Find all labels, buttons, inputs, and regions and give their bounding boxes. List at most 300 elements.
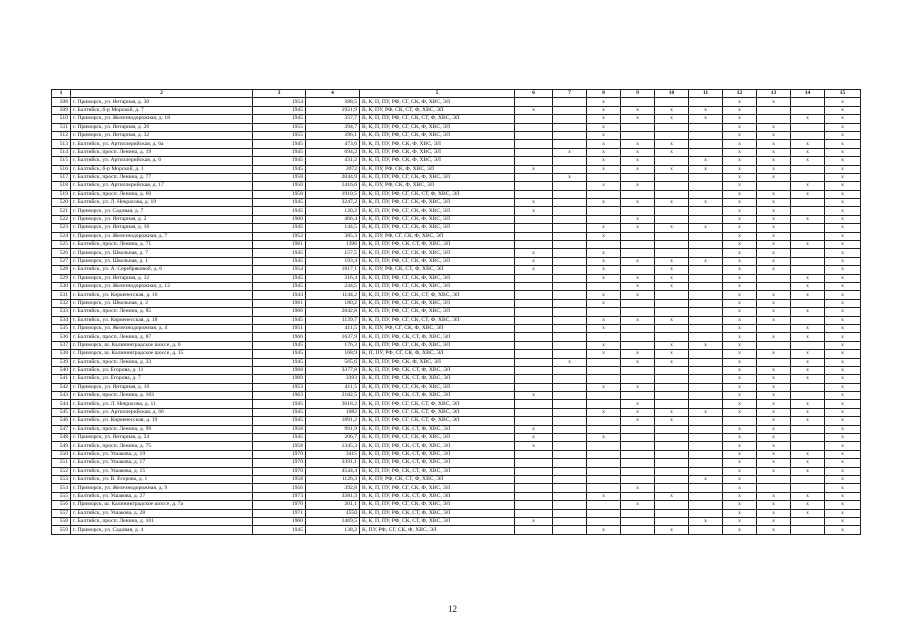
work-mark-cell [689,266,723,274]
work-mark-cell: x [723,257,757,265]
address-cell: г. Балтийск, просп. Ленина, д. 71 [71,241,253,249]
table-row [52,232,861,240]
work-mark-cell: x [757,509,791,517]
row-number-cell: 519 [52,190,71,198]
work-mark-cell: x [791,140,825,148]
row-number-cell: 539 [52,358,71,366]
area-cell: 466,4 [306,215,360,223]
work-mark-cell: x [621,165,655,173]
utilities-list-cell: В, К, П, ПУ, РФ, СГ, СК, СТ, Ф, ХВС, ЭЛ [360,190,515,198]
table-row [52,526,861,534]
work-mark-cell: x [825,148,861,156]
work-mark-cell: x [825,517,861,525]
year-built-cell: 1945 [253,257,306,265]
year-built-cell: 1958 [253,475,306,483]
work-mark-cell: x [791,467,825,475]
work-mark-cell: x [723,383,757,391]
address-cell: г. Балтийск, ул. Л. Некрасова, д. 19 [71,199,253,207]
area-cell: 411,5 [306,324,360,332]
work-mark-cell: x [587,157,621,165]
work-mark-cell [689,459,723,467]
table-row [52,450,861,458]
year-built-cell: 1954 [253,266,306,274]
work-mark-cell [791,392,825,400]
work-mark-cell [515,274,553,282]
year-built-cell: 1945 [253,249,306,257]
column-header-11: 11 [689,90,723,98]
area-cell: 357,7 [306,115,360,123]
work-mark-cell: x [757,157,791,165]
work-mark-cell: x [791,350,825,358]
work-mark-cell [515,333,553,341]
utilities-list-cell: В, К, П, ПУ, РФ, СК, СТ, Ф, ХВС, ЭЛ [360,333,515,341]
area-cell: 3247,2 [306,199,360,207]
address-cell: г. Приморск, ул. Янтарная, д. 26 [71,123,253,131]
housing-register-table [51,89,861,535]
work-mark-cell [689,484,723,492]
work-mark-cell [791,98,825,106]
work-mark-cell [515,459,553,467]
area-cell: 244,5 [306,282,360,290]
work-mark-cell: x [723,375,757,383]
area-cell: 2042,8 [306,308,360,316]
address-cell: г. Приморск, ш. Калининградское шоссе, д. 6 [71,341,253,349]
utilities-list-cell: В, К, ПУ, РФ, СГ, СК, Ф, ХВС, ЭЛ [360,232,515,240]
work-mark-cell [791,484,825,492]
work-mark-cell: x [791,417,825,425]
work-mark-cell: x [621,199,655,207]
work-mark-cell: x [757,459,791,467]
work-mark-cell [553,459,587,467]
work-mark-cell [655,450,689,458]
work-mark-cell [515,241,553,249]
work-mark-cell: x [825,450,861,458]
work-mark-cell: x [723,291,757,299]
row-number-cell: 546 [52,417,71,425]
work-mark-cell: x [825,190,861,198]
work-mark-cell: x [757,350,791,358]
work-mark-cell: x [723,484,757,492]
work-mark-cell: x [825,383,861,391]
address-cell: г. Балтийск, ул. Ушакова, д. 28 [71,509,253,517]
area-cell: 1891,2 [306,417,360,425]
work-mark-cell [553,467,587,475]
work-mark-cell [587,282,621,290]
work-mark-cell: x [655,316,689,324]
utilities-list-cell: В, К, П, ПУ, РФ, СГ, СК, СТ, Ф, ХВС, ЭЛ [360,291,515,299]
column-header-3: 3 [253,90,306,98]
work-mark-cell [515,190,553,198]
work-mark-cell: x [621,350,655,358]
work-mark-cell [689,526,723,534]
work-mark-cell [621,308,655,316]
work-mark-cell: x [655,115,689,123]
work-mark-cell: x [825,467,861,475]
work-mark-cell [689,207,723,215]
work-mark-cell [689,308,723,316]
year-built-cell: 1958 [253,442,306,450]
work-mark-cell: x [757,434,791,442]
work-mark-cell [553,475,587,483]
work-mark-cell: x [723,425,757,433]
table-row [52,467,861,475]
work-mark-cell [791,475,825,483]
work-mark-cell: x [587,148,621,156]
work-mark-cell: x [689,224,723,232]
work-mark-cell: x [723,408,757,416]
work-mark-cell: x [757,165,791,173]
address-cell: г. Балтийск, ул. Ушакова, д. 15 [71,467,253,475]
work-mark-cell: x [587,526,621,534]
utilities-list-cell: В, К, ПУ, РФ, СК, СТ, Ф, ХВС, ЭЛ [360,475,515,483]
work-mark-cell [655,434,689,442]
work-mark-cell [757,341,791,349]
work-mark-cell: x [791,333,825,341]
address-cell: г. Приморск, ул. Железнодорожная, д. 18 [71,115,253,123]
work-mark-cell: x [757,450,791,458]
work-mark-cell: x [515,434,553,442]
area-cell: 2072 [306,165,360,173]
year-built-cell: 1945 [253,165,306,173]
column-header-9: 9 [621,90,655,98]
work-mark-cell [689,366,723,374]
table-row [52,392,861,400]
row-number-cell: 532 [52,299,71,307]
work-mark-cell: x [689,199,723,207]
year-built-cell: 1945 [253,400,306,408]
work-mark-cell [621,98,655,106]
work-mark-cell: x [791,450,825,458]
work-mark-cell: x [723,501,757,509]
address-cell: г. Балтийск, просп. Ленина, д. 87 [71,333,253,341]
work-mark-cell: x [689,106,723,114]
work-mark-cell [689,190,723,198]
work-mark-cell [553,98,587,106]
work-mark-cell [689,350,723,358]
row-number-cell: 549 [52,442,71,450]
table-row [52,115,861,123]
row-number-cell: 526 [52,249,71,257]
year-built-cell: 1958 [253,173,306,181]
work-mark-cell [621,190,655,198]
utilities-list-cell: В, К, П, ПУ, РФ, СГ, СК, Ф, ХВС, ЭЛ [360,308,515,316]
column-header-2: 2 [71,90,253,98]
utilities-list-cell: В, К, П, ПУ, РФ, СГ, СК, Ф, ХВС, ЭЛ [360,215,515,223]
table-row [52,434,861,442]
work-mark-cell: x [655,274,689,282]
work-mark-cell: x [723,517,757,525]
area-cell: 3377,8 [306,366,360,374]
column-header-1: 1 [52,90,71,98]
work-mark-cell [689,241,723,249]
work-mark-cell [757,274,791,282]
area-cell: 3415 [306,450,360,458]
table-row [52,484,861,492]
table-row [52,400,861,408]
work-mark-cell: x [587,165,621,173]
work-mark-cell: x [723,190,757,198]
utilities-list-cell: В, К, П, ПУ, РФ, СК, СТ, Ф, ХВС, ЭЛ [360,450,515,458]
work-mark-cell: x [825,123,861,131]
work-mark-cell [689,501,723,509]
row-number-cell: 527 [52,257,71,265]
work-mark-cell [791,249,825,257]
work-mark-cell: x [655,350,689,358]
work-mark-cell [791,106,825,114]
table-row [52,98,861,106]
work-mark-cell: x [621,148,655,156]
work-mark-cell: x [825,475,861,483]
work-mark-cell: x [587,182,621,190]
work-mark-cell [553,366,587,374]
table-row [52,517,861,525]
area-cell: 3393 [306,375,360,383]
address-cell: г. Балтийск, ул. Артиллерийская, д. 6а [71,140,253,148]
work-mark-cell [621,375,655,383]
table-row [52,215,861,223]
work-mark-cell: x [791,501,825,509]
work-mark-cell [587,190,621,198]
work-mark-cell: x [757,366,791,374]
work-mark-cell: x [587,274,621,282]
utilities-list-cell: В, К, П, ПУ, РФ, СК, СТ, Ф, ХВС, ЭЛ [360,241,515,249]
table-row [52,299,861,307]
work-mark-cell: x [723,434,757,442]
work-mark-cell: x [825,459,861,467]
address-cell: г. Балтийск, просп. Ленина, д. 99 [71,425,253,433]
table-row [52,417,861,425]
work-mark-cell: x [757,308,791,316]
work-mark-cell: x [757,199,791,207]
row-number-cell: 547 [52,425,71,433]
table-row [52,509,861,517]
column-header-12: 12 [723,90,757,98]
address-cell: г. Балтийск, б-р Морской, д. 7 [71,106,253,114]
area-cell: 388,5 [306,98,360,106]
work-mark-cell [621,526,655,534]
work-mark-cell [621,299,655,307]
work-mark-cell [655,232,689,240]
work-mark-cell [515,182,553,190]
utilities-list-cell: В, К, ПУ, РФ, СГ, СК, Ф, ХВС, ЭЛ [360,324,515,332]
work-mark-cell [689,417,723,425]
work-mark-cell: x [515,425,553,433]
work-mark-cell: x [825,291,861,299]
work-mark-cell: x [791,282,825,290]
year-built-cell: 1945 [253,140,306,148]
work-mark-cell [791,434,825,442]
work-mark-cell [553,341,587,349]
work-mark-cell [791,341,825,349]
utilities-list-cell: В, К, П, ПУ, РФ, СГ, СК, Ф, ХВС, ЭЛ [360,434,515,442]
row-number-cell: 557 [52,509,71,517]
address-cell: г. Балтийск, ул. Ушакова, д. 27 [71,492,253,500]
row-number-cell: 543 [52,392,71,400]
work-mark-cell: x [723,324,757,332]
utilities-list-cell: В, К, П, ПУ, РФ, СК, Ф, ХВС, ЭЛ [360,140,515,148]
work-mark-cell [515,526,553,534]
year-built-cell: 1945 [253,526,306,534]
work-mark-cell [791,199,825,207]
column-number-header-row [52,90,861,98]
work-mark-cell [655,375,689,383]
table-row [52,316,861,324]
year-built-cell: 1955 [253,123,306,131]
work-mark-cell: x [825,157,861,165]
work-mark-cell [553,123,587,131]
address-cell: г. Балтийск, просп. Ленина, д. 75 [71,442,253,450]
utilities-list-cell: В, К, ПУ, РФ, СК, Ф, ХВС, ЭЛ [360,182,515,190]
work-mark-cell: x [515,106,553,114]
work-mark-cell: x [825,241,861,249]
column-header-6: 6 [515,90,553,98]
work-mark-cell [587,484,621,492]
work-mark-cell [689,131,723,139]
work-mark-cell [791,131,825,139]
utilities-list-cell: В, К, П, ПУ, РФ, СГ, СК, СТ, Ф, ХВС, ЭЛ [360,316,515,324]
work-mark-cell [689,324,723,332]
work-mark-cell: x [621,224,655,232]
work-mark-cell [621,341,655,349]
work-mark-cell: x [689,408,723,416]
work-mark-cell: x [723,157,757,165]
row-number-cell: 545 [52,408,71,416]
work-mark-cell: x [825,98,861,106]
work-mark-cell [689,425,723,433]
work-mark-cell [655,98,689,106]
work-mark-cell: x [655,417,689,425]
work-mark-cell [757,115,791,123]
utilities-list-cell: В, К, ПУ, РФ, СК, СТ, Ф, ХВС, ЭЛ [360,266,515,274]
work-mark-cell: x [757,467,791,475]
area-cell: 1921,9 [306,106,360,114]
work-mark-cell [621,434,655,442]
utilities-list-cell: В, К, ПУ, РФ, СК, СТ, Ф, ХВС, ЭЛ [360,106,515,114]
work-mark-cell [689,148,723,156]
area-cell: 392,8 [306,484,360,492]
year-built-cell: 1945 [253,106,306,114]
work-mark-cell [757,358,791,366]
utilities-list-cell: В, К, П, ПУ, РФ, СК, СТ, Ф, ХВС, ЭЛ [360,509,515,517]
work-mark-cell [655,249,689,257]
utilities-list-cell: В, К, ПУ, РФ, СК, Ф, ХВС, ЭЛ [360,165,515,173]
work-mark-cell: x [791,400,825,408]
table-row [52,199,861,207]
area-cell: 1910,5 [306,190,360,198]
table-row [52,241,861,249]
work-mark-cell: x [655,257,689,265]
work-mark-cell: x [587,224,621,232]
address-cell: г. Балтийск, ул. Артиллерийская, д. 17 [71,182,253,190]
work-mark-cell [587,308,621,316]
work-mark-cell [621,266,655,274]
row-number-cell: 559 [52,526,71,534]
table-row [52,358,861,366]
work-mark-cell [553,417,587,425]
work-mark-cell: x [757,131,791,139]
work-mark-cell: x [757,316,791,324]
work-mark-cell: x [689,115,723,123]
row-number-cell: 524 [52,232,71,240]
work-mark-cell: x [757,442,791,450]
work-mark-cell: x [825,492,861,500]
work-mark-cell [621,425,655,433]
year-built-cell: 1956 [253,484,306,492]
work-mark-cell [655,207,689,215]
work-mark-cell: x [655,492,689,500]
year-built-cell: 1945 [253,434,306,442]
work-mark-cell [515,408,553,416]
work-mark-cell [553,425,587,433]
column-header-7: 7 [553,90,587,98]
work-mark-cell [621,366,655,374]
table-row [52,408,861,416]
work-mark-cell: x [655,106,689,114]
year-built-cell: 1945 [253,316,306,324]
work-mark-cell [587,517,621,525]
address-cell: г. Балтийск, ул. Егорова, д. 11 [71,366,253,374]
work-mark-cell [621,207,655,215]
work-mark-cell: x [587,492,621,500]
work-mark-cell [515,282,553,290]
utilities-list-cell: В, К, П, ПУ, РФ, СГ, СК, Ф, ХВС, ЭЛ [360,207,515,215]
address-cell: г. Приморск, ш. Калининградское шоссе, д. 7а [71,501,253,509]
work-mark-cell: x [587,131,621,139]
utilities-list-cell: В, К, П, ПУ, РФ, СГ, СК, Ф, ХВС, ЭЛ [360,282,515,290]
year-built-cell: 1945 [253,408,306,416]
work-mark-cell [791,123,825,131]
address-cell: г. Балтийск, ул. Ушакова, д. 17 [71,459,253,467]
work-mark-cell: x [587,266,621,274]
row-number-cell: 536 [52,333,71,341]
table-row [52,224,861,232]
work-mark-cell [515,232,553,240]
work-mark-cell [515,358,553,366]
utilities-list-cell: В, К, П, ПУ, РФ, СК, СТ, Ф, ХВС, ЭЛ [360,366,515,374]
work-mark-cell: x [621,417,655,425]
work-mark-cell [515,324,553,332]
utilities-list-cell: В, К, П, ПУ, РФ, СГ, СК, Ф, ХВС, ЭЛ [360,199,515,207]
work-mark-cell [655,333,689,341]
utilities-list-cell: В, К, П, ПУ, РФ, СГ, СК, СТ, Ф, ХВС, ЭЛ [360,115,515,123]
work-mark-cell: x [621,182,655,190]
row-number-cell: 517 [52,173,71,181]
area-cell: 431,2 [306,157,360,165]
work-mark-cell [757,282,791,290]
work-mark-cell: x [791,157,825,165]
work-mark-cell: x [553,173,587,181]
work-mark-cell [515,173,553,181]
work-mark-cell [515,140,553,148]
row-number-cell: 515 [52,157,71,165]
work-mark-cell [515,123,553,131]
work-mark-cell: x [825,274,861,282]
table-row [52,165,861,173]
work-mark-cell: x [723,165,757,173]
address-cell: г. Приморск, ул. Школьная, д. 7 [71,249,253,257]
work-mark-cell: x [723,215,757,223]
work-mark-cell: x [723,475,757,483]
area-cell: 1637,9 [306,333,360,341]
work-mark-cell [791,232,825,240]
work-mark-cell: x [655,526,689,534]
work-mark-cell [553,115,587,123]
work-mark-cell [553,383,587,391]
area-cell: 1139,7 [306,316,360,324]
work-mark-cell: x [621,501,655,509]
work-mark-cell [587,358,621,366]
row-number-cell: 514 [52,148,71,156]
